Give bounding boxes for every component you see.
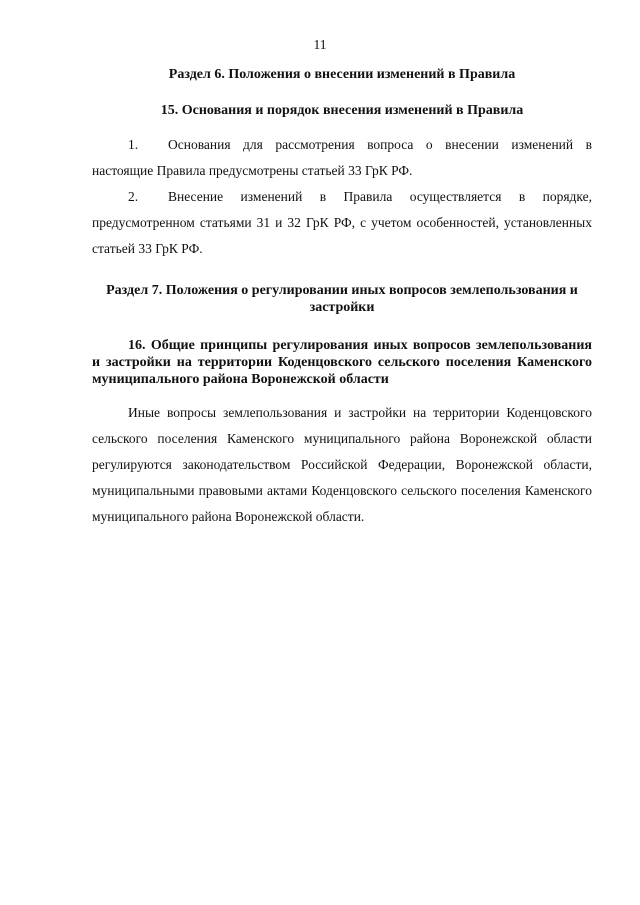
- item-text: Основания для рассмотрения вопроса о внесении изменений в настоящие Правила предусмотрены статьей 33 ГрК РФ.: [92, 137, 592, 178]
- clause-15-items: [92, 132, 592, 262]
- clause-16-title: 16. Общие принципы регулирования иных вопросов землепользования и застройки на территории Коденцовского сельского поселения Каменского муниципального района Воронежской области: [92, 338, 592, 387]
- item-number: 2.: [128, 189, 139, 204]
- item-number: 1.: [128, 137, 139, 152]
- clause-15-item-1: [92, 132, 592, 184]
- page-content: [92, 66, 592, 530]
- page-number: 11: [313, 37, 327, 52]
- section-7-title: Раздел 7. Положения о регулировании иных вопросов землепользования и застройки: [106, 283, 578, 315]
- section-6-title: Раздел 6. Положения о внесении изменений в Правила: [168, 67, 516, 82]
- item-text: Внесение изменений в Правила осуществляется в порядке, предусмотренном статьями 31 и 32 ГрК РФ, с учетом особенностей, установленных статьей 33 ГрК РФ.: [92, 189, 592, 256]
- clause-15-item-2: [92, 184, 592, 262]
- clause-16-paragraph: Иные вопросы землепользования и застройки на территории Коденцовского сельского поселения Каменского муниципального района Воронежской области регулируются законодательством Российской Федерации, Воронежской области, муниципальными правовыми актами Коденцовского сельского поселения Каменского муниципального района Воронежской области.: [92, 405, 592, 524]
- clause-15-title: 15. Основания и порядок внесения изменений в Правила: [160, 103, 524, 118]
